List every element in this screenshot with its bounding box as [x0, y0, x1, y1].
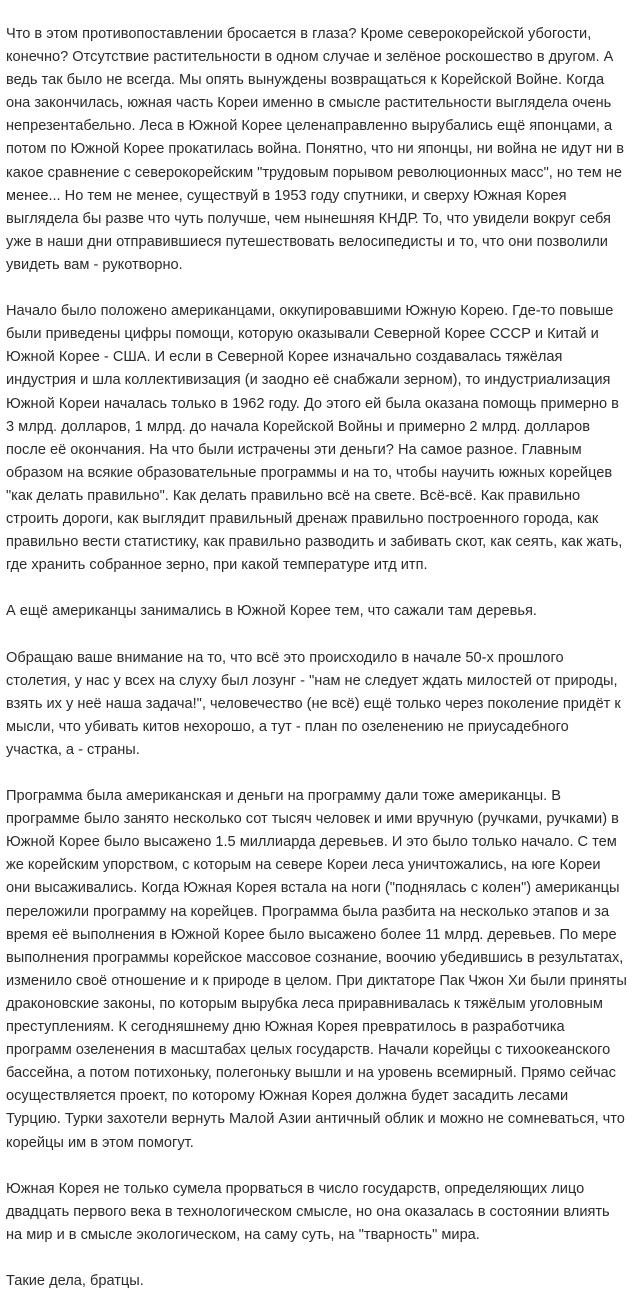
paragraph-2: Начало было положено американцами, оккупировавшими Южную Корею. Где-то повыше были приведены цифры помощи, которую оказывали Северной Корее СССР и Китай и Южной Корее - США. И если в Северной Корее изначально создавалась тяжёлая индустрия и шла коллективизация (и заодно её снабжали зерном), то индустриализация Южной Кореи началась только в 1962 году. До этого ей была оказана помощь примерно в 3 млрд. долларов, 1 млрд. до начала Корейской Войны и примерно 2 млрд. долларов после её окончания. На что были истрачены эти деньги? На самое разное. Главным образом на всякие образовательные программы и на то, чтобы научить южных корейцев "как делать правильно". Как делать правильно всё на свете. Всё-всё. Как правильно строить дороги, как выглядит правильный дренаж правильно построенного города, как правильно вести статистику, как правильно разводить и забивать скот, как сеять, как жать, где хранить собранное зерно, при какой температуре итд итп.	[6, 303, 623, 574]
paragraph-1: Что в этом противопоставлении бросается в глаза? Кроме северокорейской убогости, конечно? Отсутствие растительности в одном случае и зелёное роскошество в другом. А ведь так было не всегда. Мы опять вынуждены возвращаться к Корейской Войне. Когда она закончилась, южная часть Кореи именно в смысле растительности выглядела очень непрезентабельно. Леса в Южной Корее целенаправленно вырубались ещё японцами, а потом по Южной Корее прокатилась война. Понятно, что ни японцы, ни война не идут ни в какое сравнение с северокорейским "трудовым порывом революционных масс", но тем не менее... Но тем не менее, существуй в 1953 году спутники, и сверху Южная Корея выглядела бы разве что чуть получше, чем нынешняя КНДР. То, что увидели вокруг себя уже в наши дни отправившиеся путешествовать велосипедисты и то, что они позволили увидеть вам - рукотворно.	[6, 26, 624, 273]
paragraph-5: Программа была американская и деньги на программу дали тоже американцы. В программе было занято несколько сот тысяч человек и ими вручную (ручками, ручками) в Южной Корее было высажено 1.5 миллиарда деревьев. И это было только начало. С тем же корейским упорством, с которым на севере Кореи леса уничтожались, на юге Кореи они высаживались. Когда Южная Корея встала на ноги ("поднялась с колен") американцы переложили программу на корейцев. Программа была разбита на несколько этапов и за время её выполнения в Южной Корее было высажено более 11 млрд. деревьев. По мере выполнения программы корейское массовое сознание, воочию убедившись в результатах, изменило своё отношение и к природе в целом. При диктаторе Пак Чжон Хи были приняты драконовские законы, по которым вырубка леса приравнивалась к тяжёлым уголовным преступлениям. К сегодняшнему дню Южная Корея превратилось в разработчика программ озеленения в масштабах целых государств. Начали корейцы с тихоокеанского бассейна, а потом потихоньку, полегоньку вышли и на уровень всемирный. Прямо сейчас осуществляется проект, по которому Южная Корея должна будет засадить лесами Турцию. Турки захотели вернуть Малой Азии античный облик и можно не сомневаться, что корейцы им в этом помогут.	[6, 788, 627, 1151]
paragraph-6: Южная Корея не только сумела прорваться в число государств, определяющих лицо двадцать первого века в технологическом смысле, но она оказалась в состоянии влиять на мир и в смысле экологическом, на саму суть, на "тварность" мира.	[6, 1180, 610, 1243]
paragraph-7: Такие дела, братцы.	[6, 1273, 144, 1290]
paragraph-4: Обращаю ваше внимание на то, что всё это происходило в начале 50-х прошлого столетия, у нас у всех на слуху был лозунг - "нам не следует ждать милостей от природы, взять их у неё наша задача!", человечество (не всё) ещё только через поколение придёт к мысли, что убивать китов нехорошо, а тут - план по озеленению не приусадебного участка, а - страны.	[6, 649, 621, 758]
paragraph-3: А ещё американцы занимались в Южной Корее тем, что сажали там деревья.	[6, 603, 537, 620]
